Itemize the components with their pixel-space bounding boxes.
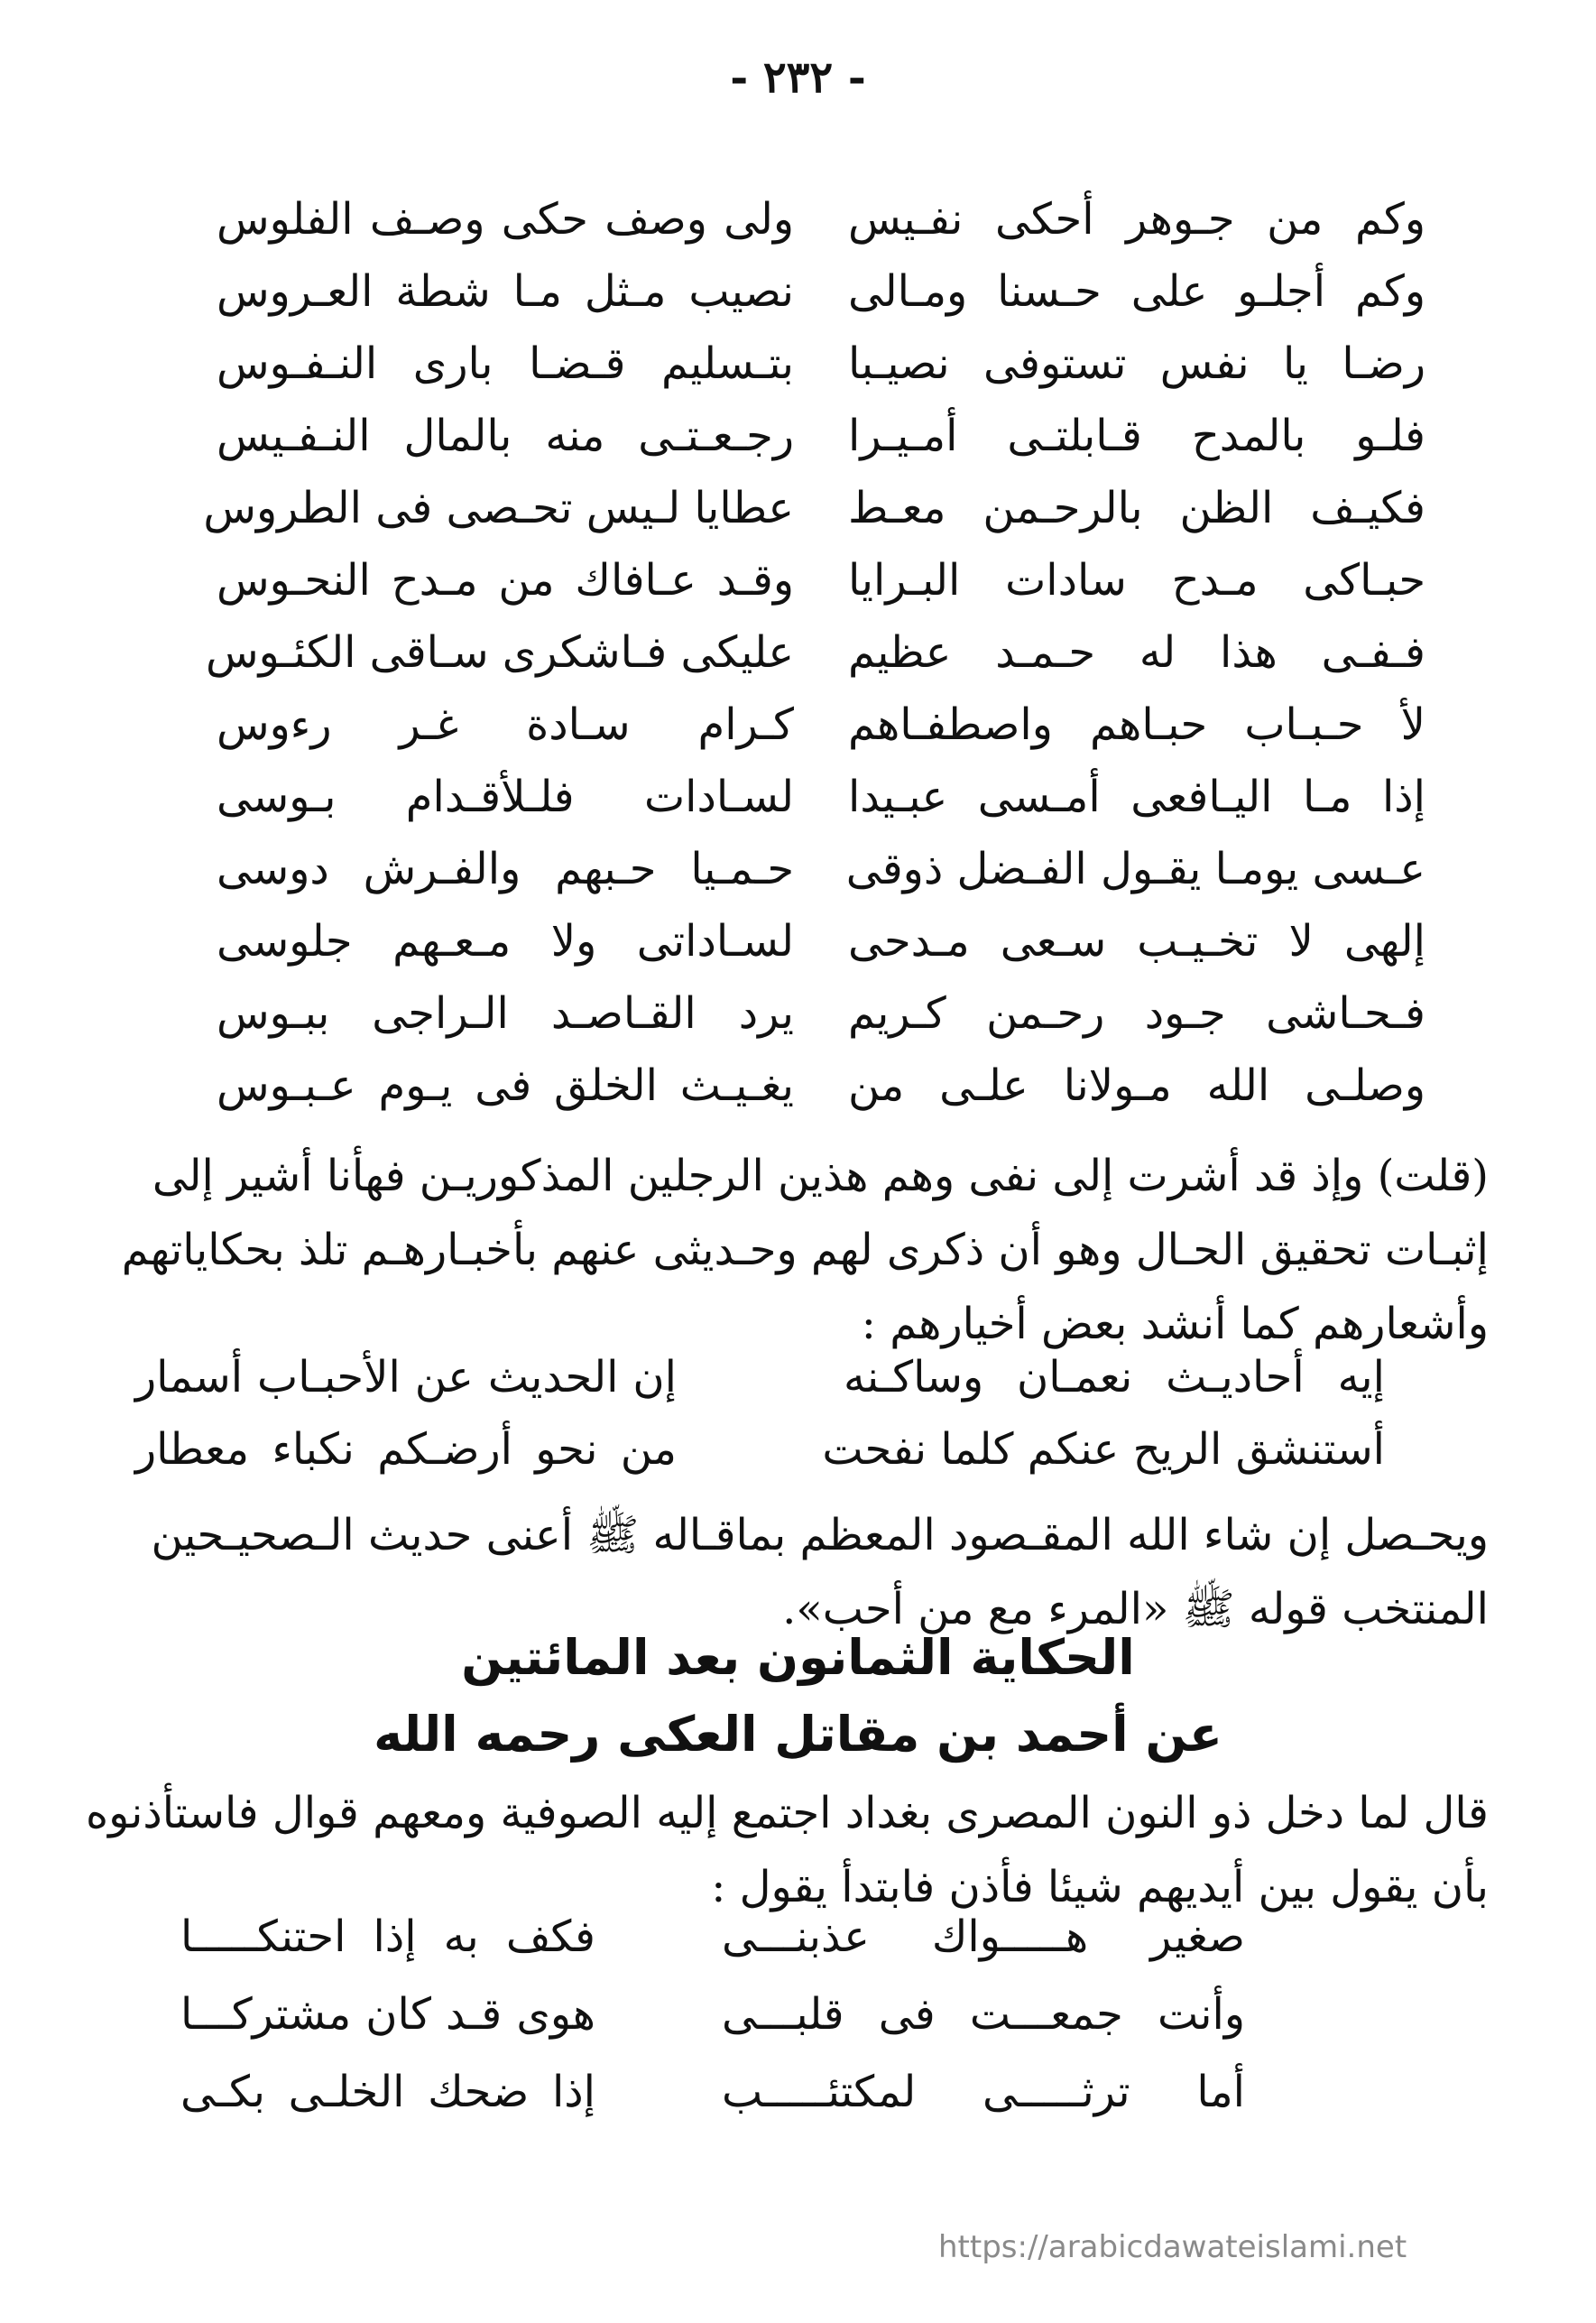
verse-first-hemistich: أستنشق الريح عنكم كلما نفحت — [822, 1424, 1385, 1475]
verse-first-hemistich: أما ترثـــــى لمكتئـــــب — [722, 2067, 1245, 2117]
verse-second-hemistich: عطايا لـيس تحـصى فى الطروس — [203, 483, 794, 533]
verse-first-hemistich: صغير هـــــواك عذبنـــى — [722, 1911, 1245, 1962]
verse-line — [217, 555, 1425, 627]
poem-first — [203, 194, 1425, 1133]
verse-first-hemistich: فكيـف الظن بالرحـمن معـط — [848, 483, 1425, 533]
verse-first-hemistich: وكم من جـوهر أحكى نفـيس — [848, 194, 1425, 245]
verse-first-hemistich: وأنت جمعـــت فى قلبـــى — [722, 1989, 1245, 2040]
paragraph-line: وأشعارهم كما أنشد بعض أخيارهم : — [861, 1299, 1489, 1349]
paragraph-hadith — [63, 1498, 1489, 1646]
verse-second-hemistich: عليكى فـاشكرى سـاقى الكئـوس — [206, 627, 794, 678]
website-watermark: https://arabicdawateislami.net — [938, 2229, 1407, 2265]
verse-line — [203, 483, 1425, 555]
paragraph-story — [63, 1776, 1489, 1924]
verse-second-hemistich: هوى قـد كان مشتركـــا — [180, 1989, 595, 2040]
paragraph-line: قال لما دخل ذو النون المصرى بغداد اجتمع إليه الصوفية ومعهم قوال فاستأذنوه — [86, 1788, 1489, 1838]
verse-line — [180, 1911, 1245, 1989]
story-heading: الحكاية الثمانون بعد المائتين — [461, 1629, 1135, 1686]
verse-line — [217, 988, 1425, 1060]
verse-first-hemistich: وصلـى الله مـولانا علـى من — [848, 1060, 1425, 1111]
paragraph-note — [63, 1139, 1489, 1361]
verse-second-hemistich: نصيب مـثل مـا شطة العـروس — [217, 266, 794, 317]
paragraph-line: إثبـات تحقيق الحـال وهو أن ذكرى لهم وحـديثى عنهم بأخبـارهـم تلذ بحكاياتهم — [121, 1225, 1489, 1275]
verse-second-hemistich: إن الحديث عن الأحبـاب أسمار — [135, 1352, 677, 1402]
paragraph-line: بأن يقول بين أيديهم شيئا فأذن فابتدأ يقول : — [711, 1862, 1489, 1912]
verse-first-hemistich: فـفـى هذا له حـمـد عظيم — [848, 627, 1425, 678]
verse-line — [180, 2067, 1245, 2144]
verse-line — [217, 194, 1425, 266]
verse-line — [217, 1060, 1425, 1133]
verse-second-hemistich: حـمـيا حـبهم والفـرش دوسى — [217, 844, 794, 894]
verse-first-hemistich: حبـاكى مـدح سادات البـرايا — [848, 555, 1425, 606]
verse-first-hemistich: وكم أجلـو على حـسنا ومـالى — [848, 266, 1425, 317]
verse-second-hemistich: فكف به إذا احتنكـــــا — [180, 1911, 595, 1962]
paragraph-line: (قلت) وإذ قد أشرت إلى نفى وهم هذين الرجلين المذكوريـن فهأنا أشير إلى — [152, 1151, 1489, 1201]
page-number: - ٢٣٢ - — [730, 52, 866, 103]
verse-first-hemistich: إلهى لا تخـيـب سـعى مـدحى — [848, 916, 1425, 967]
verse-second-hemistich: إذا ضحك الخلـى بكـى — [180, 2067, 595, 2117]
verse-second-hemistich: لسـادات فلـلأقـدام بـوسى — [217, 772, 794, 822]
poem-third — [180, 1911, 1245, 2144]
verse-line — [217, 844, 1425, 916]
verse-second-hemistich: من نحو أرضـكم نكباء معطار — [135, 1424, 677, 1475]
verse-line — [135, 1424, 1385, 1496]
poem-second — [135, 1352, 1385, 1496]
verse-second-hemistich: وقـد عـافاك من مـدح النحـوس — [217, 555, 794, 606]
verse-second-hemistich: يغـيـث الخلق فى يـوم عـبـوس — [217, 1060, 794, 1111]
verse-line — [180, 1989, 1245, 2067]
verse-line — [217, 916, 1425, 988]
verse-line — [217, 338, 1425, 411]
verse-second-hemistich: يرد القـاصـد الـراجى ببـوس — [217, 988, 794, 1039]
paragraph-line: المنتخب قوله ﷺ «المرء مع من أحب». — [782, 1584, 1489, 1634]
verse-second-hemistich: رجـعـتـى منه بالمال النـفـيس — [217, 411, 794, 461]
verse-first-hemistich: رضـا يا نفس تستوفى نصيـبا — [848, 338, 1425, 389]
verse-second-hemistich: ولى وصف حكى وصـف الفلوس — [217, 194, 794, 245]
verse-first-hemistich: فـحـاشى جـود رحـمن كـريم — [848, 988, 1425, 1039]
verse-line — [217, 411, 1425, 483]
verse-second-hemistich: بتـسليم قـضـا بارى النـفـوس — [217, 338, 794, 389]
verse-first-hemistich: إيه أحاديـث نعمـان وساكـنه — [844, 1352, 1385, 1402]
verse-line — [217, 266, 1425, 338]
verse-first-hemistich: إذا مـا اليـافعى أمـسى عبـيدا — [848, 772, 1425, 822]
verse-line — [135, 1352, 1385, 1424]
story-subheading: عن أحمد بن مقاتل العكى رحمه الله — [374, 1706, 1222, 1763]
verse-line — [217, 772, 1425, 844]
verse-first-hemistich: لأ حـبـاب حبـاهم واصطفـاهم — [848, 699, 1425, 750]
verse-second-hemistich: كـرام سـادة غـر رءوس — [217, 699, 794, 750]
verse-line — [217, 699, 1425, 772]
paragraph-line: ويحـصل إن شاء الله المقـصود المعظم بماقـاله ﷺ أعنى حديث الـصحيـحين — [151, 1510, 1489, 1560]
verse-first-hemistich: فلـو بالمدح قـابلتـى أمـيـرا — [848, 411, 1425, 461]
verse-line — [206, 627, 1425, 699]
verse-second-hemistich: لسـاداتى ولا مـعـهم جلوسى — [217, 916, 794, 967]
verse-first-hemistich: عـسى يومـا يقـول الفـضل ذوقى — [845, 844, 1425, 894]
